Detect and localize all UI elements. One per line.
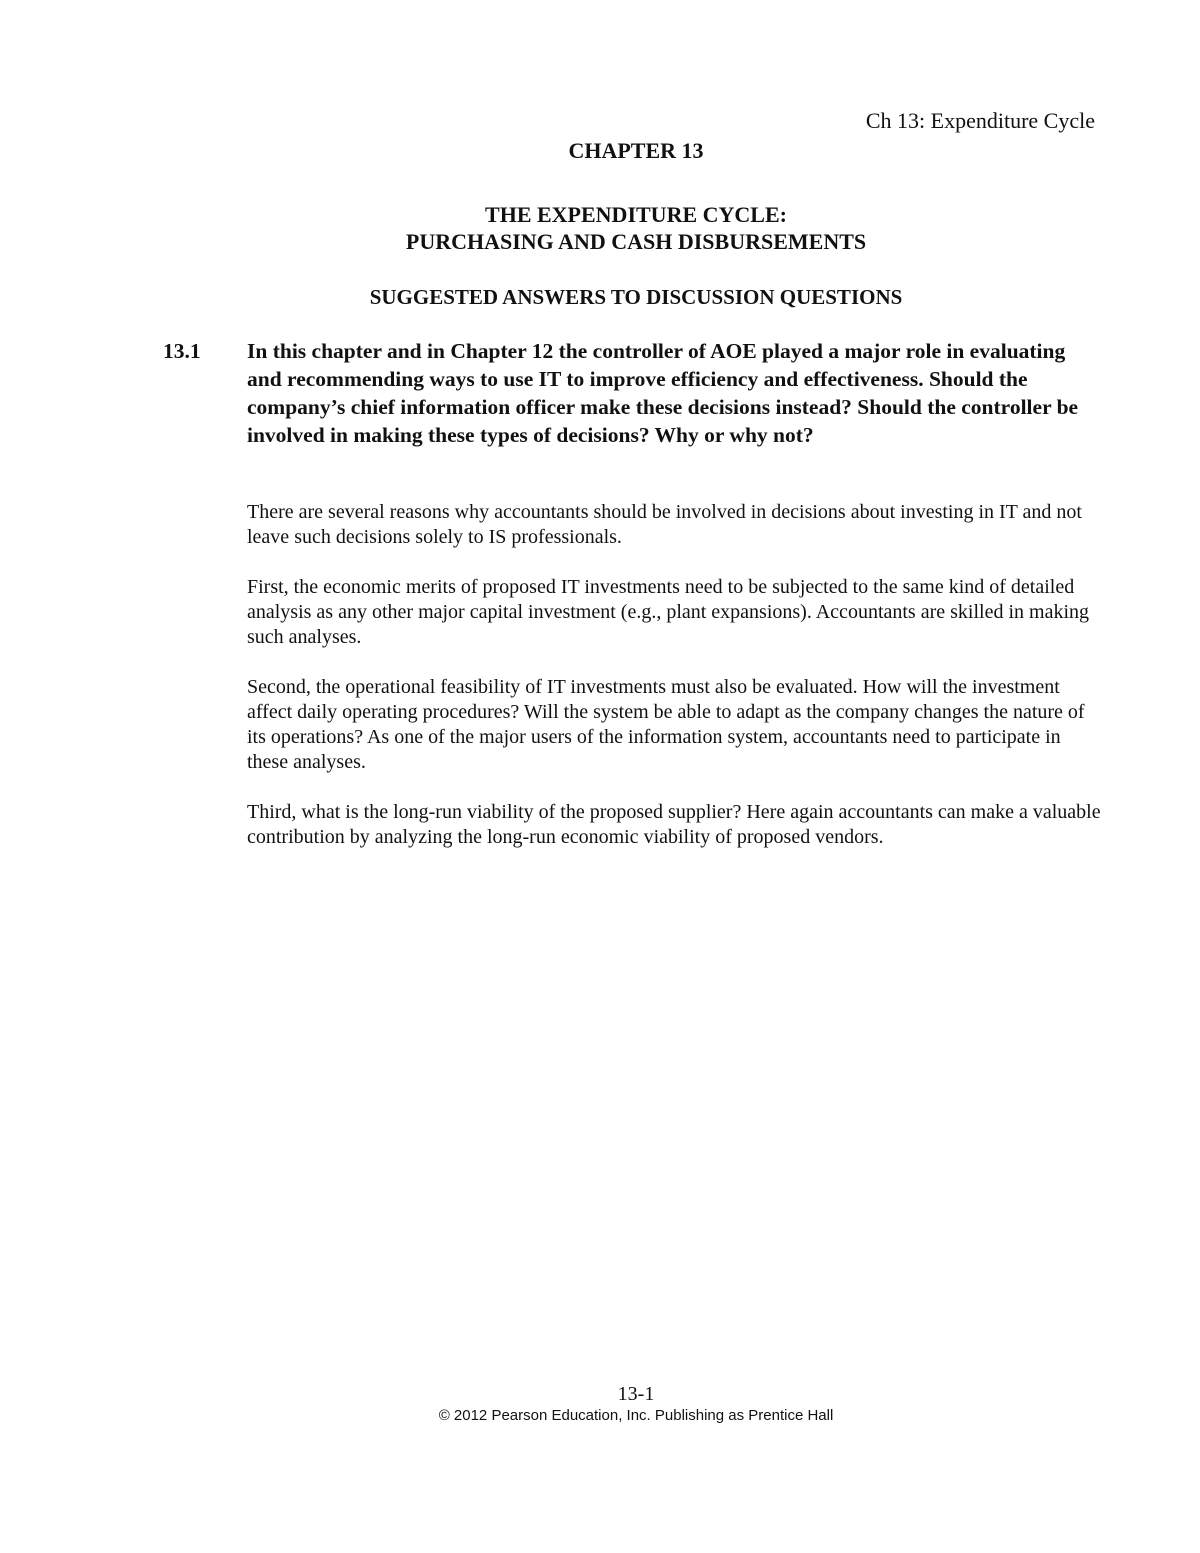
page-footer	[0, 1383, 1200, 1425]
answer-paragraph: First, the economic merits of proposed IT investments need to be subjected to the same kind of detailed analysis as any other major capital investment (e.g., plant expansions). Accountants are skilled in making such analyses.	[247, 576, 1090, 648]
chapter-subtitle-line-2: PURCHASING AND CASH DISBURSEMENTS	[405, 229, 867, 254]
section-heading: SUGGESTED ANSWERS TO DISCUSSION QUESTIONS	[369, 285, 903, 309]
running-header: Ch 13: Expenditure Cycle	[865, 108, 1095, 133]
title-block	[0, 137, 1200, 311]
chapter-title: CHAPTER 13	[568, 138, 704, 163]
copyright-notice: © 2012 Pearson Education, Inc. Publishing as Prentice Hall	[438, 1407, 834, 1424]
question-text: In this chapter and in Chapter 12 the controller of AOE played a major role in evaluating and recommending ways to use IT to improve efficiency and effectiveness. Should the company’s chief information officer make these decisions instead? Should the controller be involved in making these types of decisions? Why or why not?	[247, 339, 1079, 447]
chapter-subtitle-line-1: THE EXPENDITURE CYCLE:	[485, 202, 787, 227]
answer-paragraph: There are several reasons why accountants should be involved in decisions about investing in IT and not leave such decisions solely to IS professionals.	[247, 501, 1082, 548]
answer-body	[247, 500, 1102, 875]
question-number: 13.1	[163, 339, 201, 363]
answer-paragraph: Second, the operational feasibility of IT investments must also be evaluated. How will the investment affect daily operating procedures? Will the system be able to adapt as the company changes the nature of its operations? As one of the major users of the information system, accountants need to participate in these analyses.	[247, 676, 1085, 773]
page-number: 13-1	[617, 1383, 655, 1405]
answer-paragraph: Third, what is the long-run viability of the proposed supplier? Here again accountants can make a valuable contribution by analyzing the long-run economic viability of proposed vendors.	[247, 801, 1101, 848]
